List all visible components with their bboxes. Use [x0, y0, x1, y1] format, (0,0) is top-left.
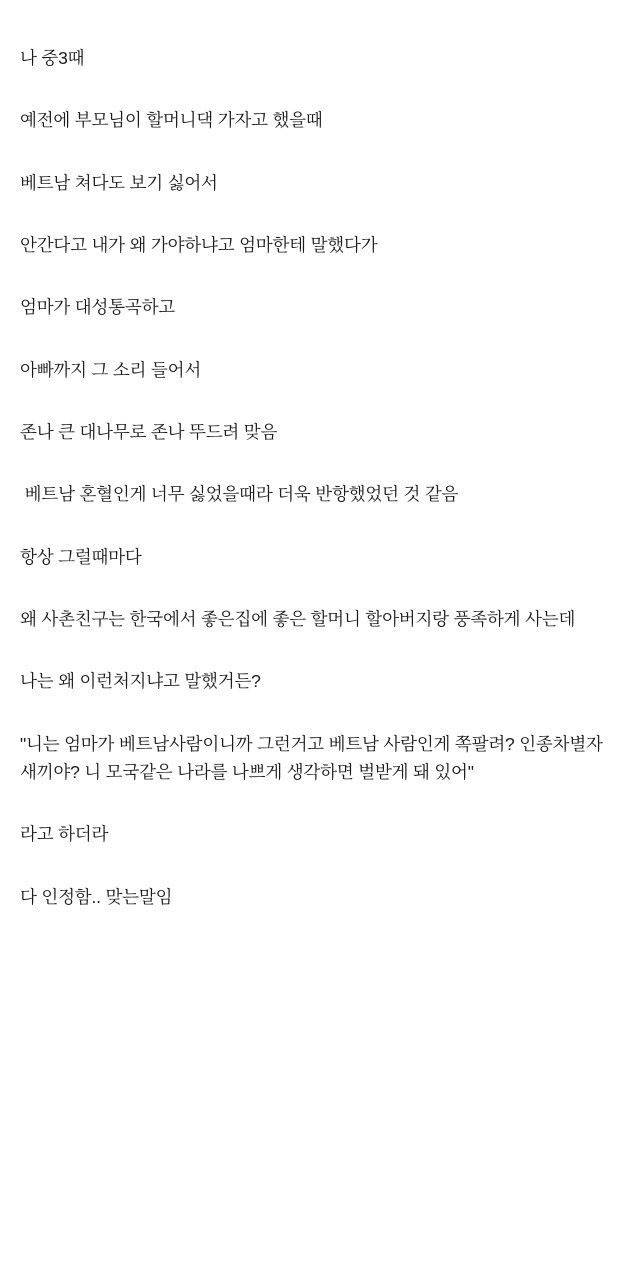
paragraph: 나는 왜 이런처지냐고 말했거든? — [20, 671, 261, 692]
paragraph: 아빠까지 그 소리 들어서 — [20, 359, 202, 380]
paragraph: 안간다고 내가 왜 가야하냐고 엄마한테 말했다가 — [20, 235, 378, 256]
paragraph: 엄마가 대성통곡하고 — [20, 297, 176, 318]
paragraph: 라고 하더라 — [20, 824, 109, 845]
paragraph: 존나 큰 대나무로 존나 뚜드려 맞음 — [20, 422, 278, 443]
paragraph: 항상 그럴때마다 — [20, 546, 142, 567]
paragraph: "니는 엄마가 베트남사람이니까 그런거고 베트남 사람인게 쪽팔려? 인종차별자 새끼야? 니 모국같은 나라를 나쁘게 생각하면 벌받게 돼 있어" — [20, 733, 608, 783]
paragraph: 베트남 쳐다도 보기 싫어서 — [20, 172, 218, 193]
paragraph: 왜 사촌친구는 한국에서 좋은집에 좋은 할머니 할아버지랑 풍족하게 사는데 — [20, 609, 576, 630]
paragraph: 베트남 혼혈인게 너무 싫었을때라 더욱 반항했었던 것 같음 — [20, 484, 459, 505]
paragraph: 나 중3때 — [20, 48, 85, 68]
paragraph: 예전에 부모님이 할머니댁 가자고 했을때 — [20, 110, 323, 131]
paragraph: 다 인정함.. 맞는말임 — [20, 886, 173, 907]
